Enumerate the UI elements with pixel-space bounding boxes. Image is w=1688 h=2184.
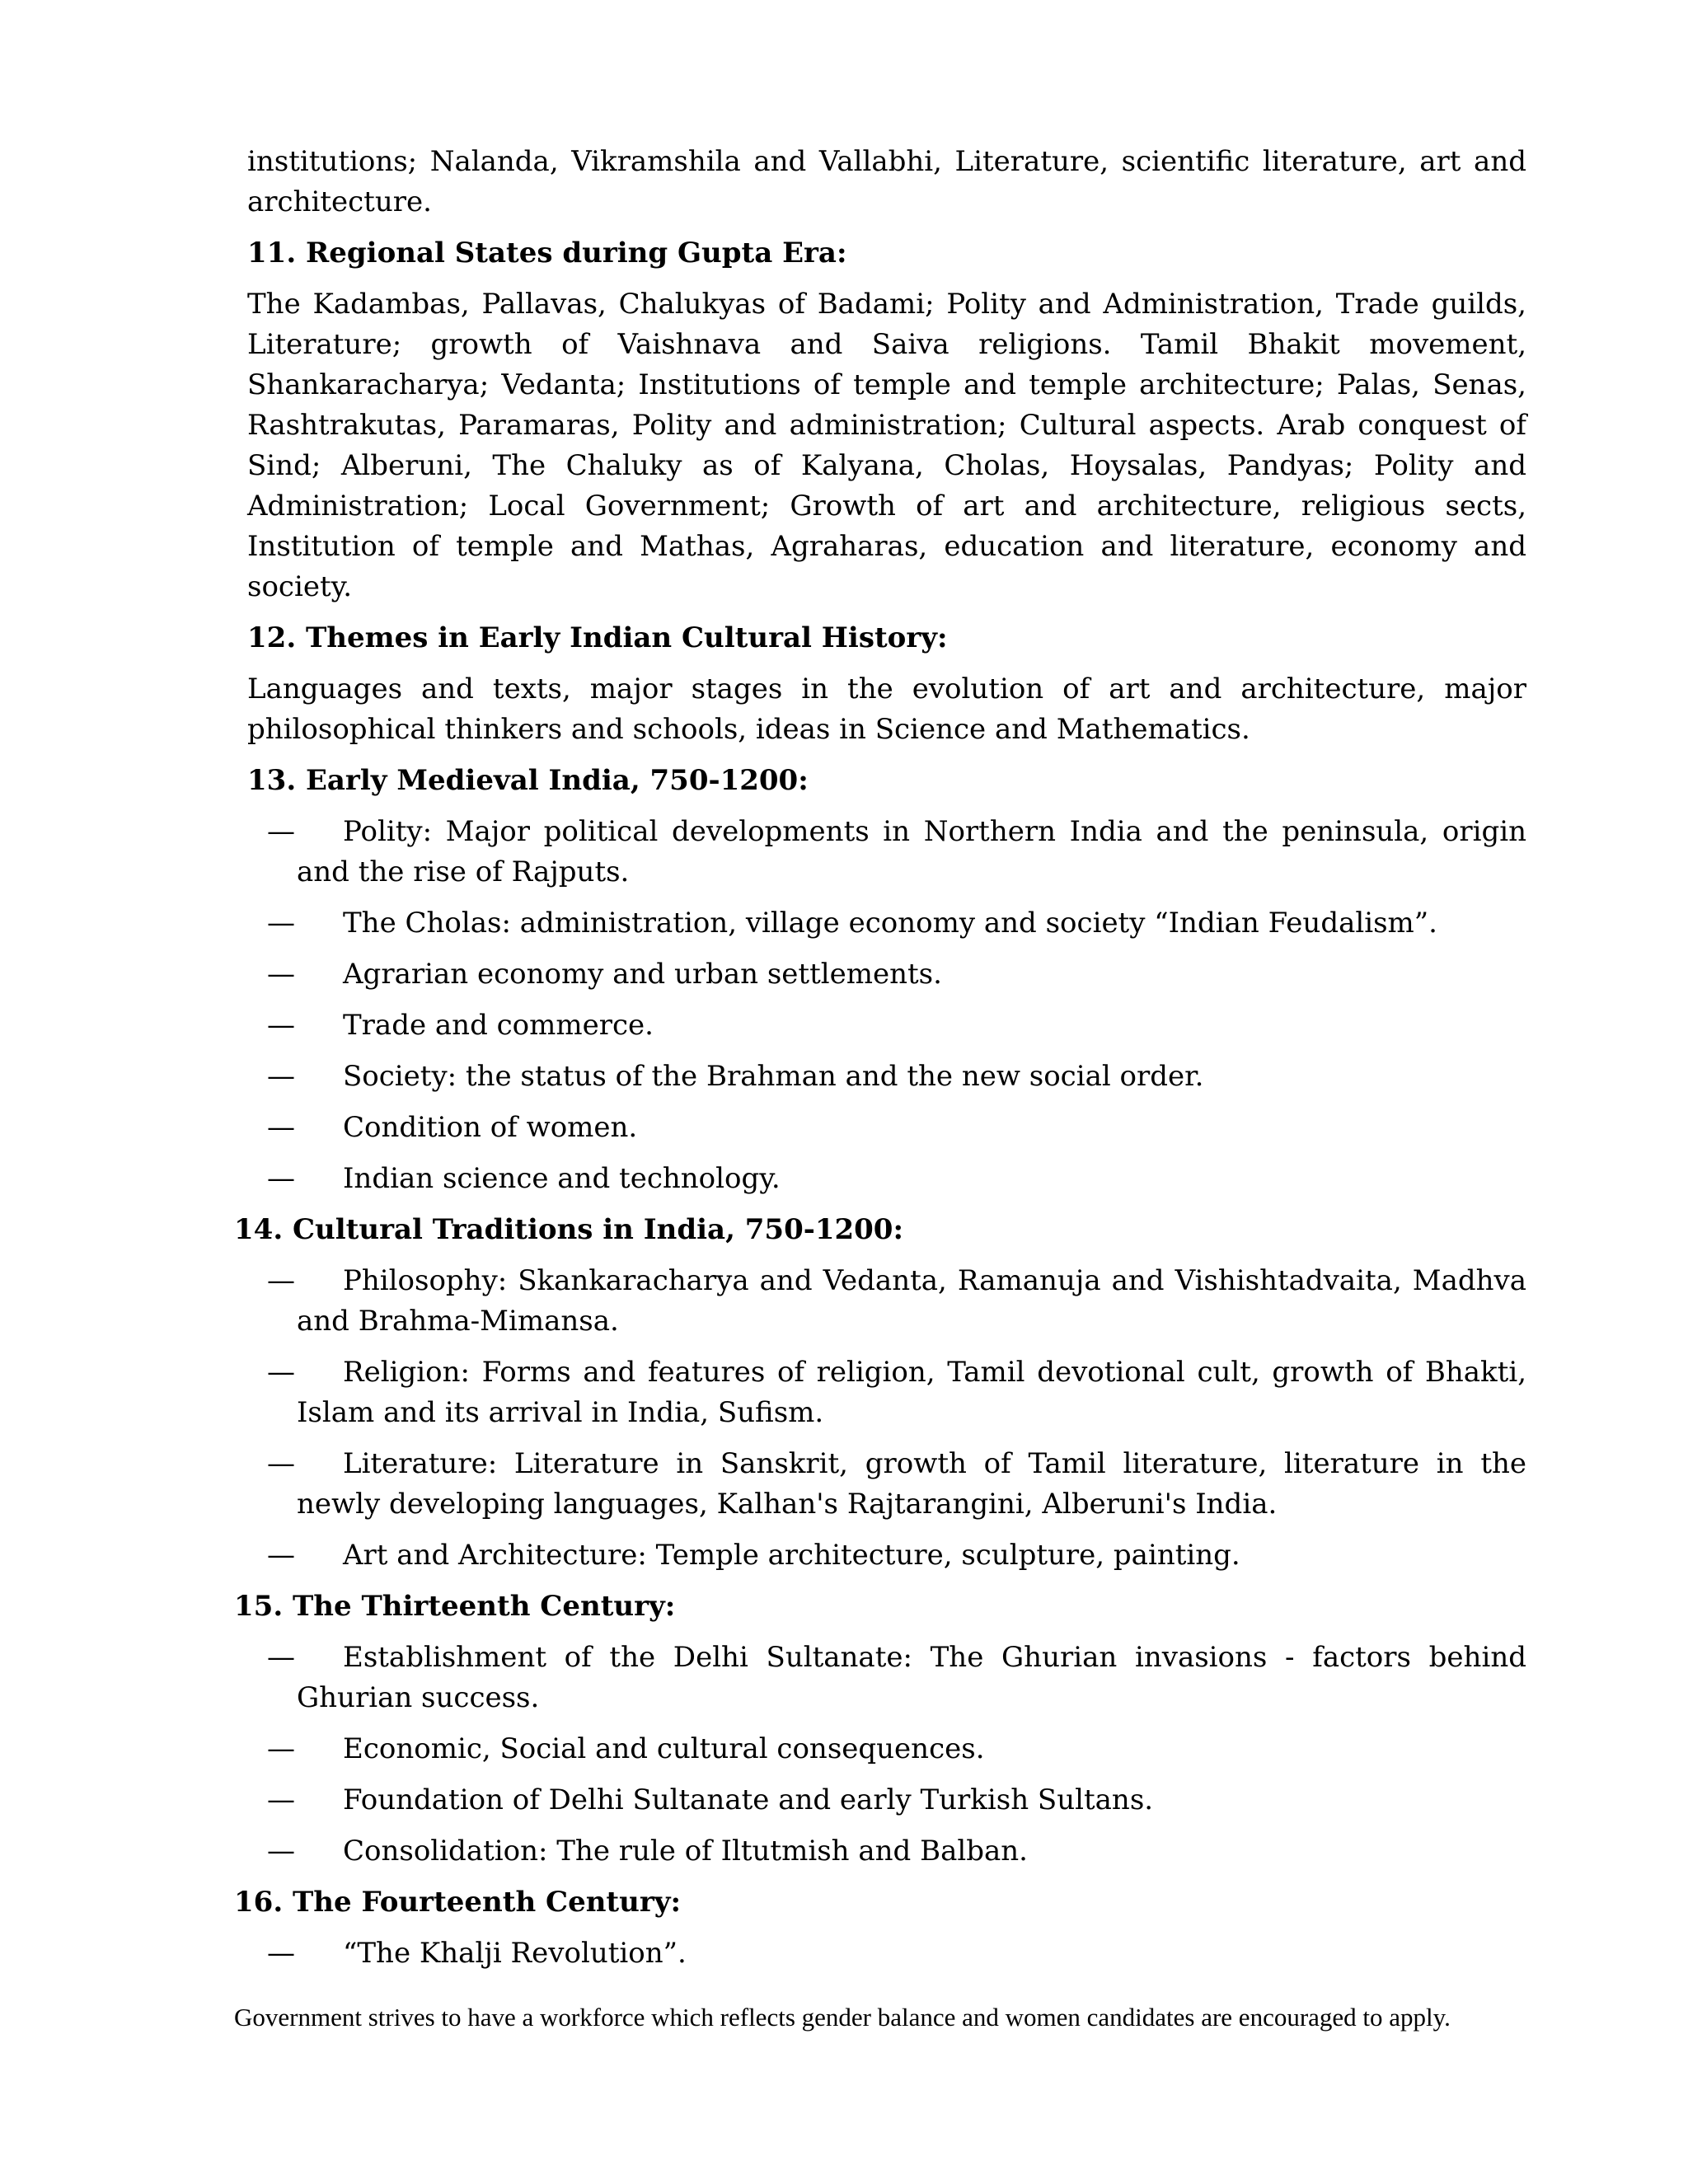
dash-bullet: — — [267, 1783, 295, 1816]
list-item: — Foundation of Delhi Sultanate and early Turkish Sultans. — [247, 1780, 1526, 1821]
list-item: — Establishment of the Delhi Sultanate: The Ghurian invasions - factors behind Ghurian success. — [247, 1638, 1526, 1718]
dash-bullet: — — [267, 1641, 295, 1674]
list-item: — Society: the status of the Brahman and the new social order. — [247, 1057, 1526, 1097]
list-item: — Literature: Literature in Sanskrit, growth of Tamil literature, literature in the newly developing languages, Kalhan's Rajtarangini, Alberuni's India. — [247, 1444, 1526, 1525]
list-item: — Consolidation: The rule of Iltutmish and Balban. — [247, 1831, 1526, 1872]
section-15-list — [247, 1638, 1526, 1872]
intro-continuation: institutions; Nalanda, Vikramshila and Vallabhi, Literature, scientific literature, art and architecture. — [247, 145, 1526, 218]
dash-bullet: — — [267, 815, 295, 848]
list-item: — “The Khalji Revolution”. — [247, 1933, 1526, 1974]
dash-bullet: — — [267, 1111, 295, 1144]
dash-bullet: — — [267, 1447, 295, 1480]
section-13-heading: 13. Early Medieval India, 750-1200: — [247, 764, 809, 797]
list-item: — Indian science and technology. — [247, 1159, 1526, 1199]
section-16-list — [247, 1933, 1526, 1974]
section-14-list — [247, 1261, 1526, 1576]
list-item: — The Cholas: administration, village economy and society “Indian Feudalism”. — [247, 903, 1526, 944]
dash-bullet: — — [267, 1732, 295, 1765]
dash-bullet: — — [267, 1264, 295, 1297]
section-13-list — [247, 812, 1526, 1199]
list-item: — Condition of women. — [247, 1108, 1526, 1148]
list-item: — Religion: Forms and features of religion, Tamil devotional cult, growth of Bhakti, Islam and its arrival in India, Sufism. — [247, 1352, 1526, 1433]
syllabus-content — [234, 142, 1526, 1985]
dash-bullet: — — [267, 1835, 295, 1868]
dash-bullet: — — [267, 1937, 295, 1970]
list-item: — Art and Architecture: Temple architecture, sculpture, painting. — [247, 1535, 1526, 1576]
section-16-heading: 16. The Fourteenth Century: — [234, 1886, 682, 1919]
section-14-heading: 14. Cultural Traditions in India, 750-1200: — [234, 1213, 904, 1246]
list-item: — Agrarian economy and urban settlements. — [247, 954, 1526, 995]
section-11-body: The Kadambas, Pallavas, Chalukyas of Badami; Polity and Administration, Trade guilds, Literature; growth of Vaishnava and Saiva religions. Tamil Bhakit movement, Shankaracharya; Vedanta; Institutions of temple and temple architecture; Palas, Senas, Rashtrakutas, Paramaras, Polity and administration; Cultural aspects. Arab conquest of Sind; Alberuni, The Chaluky as of Kalyana, Cholas, Hoysalas, Pandyas; Polity and Administration; Local Government; Growth of art and architecture, religious sects, Institution of temple and Mathas, Agraharas, education and literature, economy and society. — [247, 288, 1526, 603]
list-item: — Trade and commerce. — [247, 1005, 1526, 1046]
dash-bullet: — — [267, 1539, 295, 1572]
section-12-body: Languages and texts, major stages in the evolution of art and architecture, major philosophical thinkers and schools, ideas in Science and Mathematics. — [247, 673, 1526, 746]
dash-bullet: — — [267, 958, 295, 991]
list-item: — Economic, Social and cultural consequences. — [247, 1729, 1526, 1769]
dash-bullet: — — [267, 1356, 295, 1389]
list-item: — Philosophy: Skankaracharya and Vedanta, Ramanuja and Vishishtadvaita, Madhva and Brahma-Mimansa. — [247, 1261, 1526, 1342]
dash-bullet: — — [267, 1060, 295, 1093]
footer-note: Government strives to have a workforce which reflects gender balance and women candidates are encouraged to apply. — [234, 2003, 1451, 2032]
list-item: — Polity: Major political developments in Northern India and the peninsula, origin and the rise of Rajputs. — [247, 812, 1526, 893]
section-15-heading: 15. The Thirteenth Century: — [234, 1590, 676, 1623]
dash-bullet: — — [267, 1009, 295, 1042]
dash-bullet: — — [267, 907, 295, 940]
dash-bullet: — — [267, 1162, 295, 1195]
section-12-heading: 12. Themes in Early Indian Cultural History: — [247, 621, 948, 654]
section-11-heading: 11. Regional States during Gupta Era: — [247, 237, 847, 269]
